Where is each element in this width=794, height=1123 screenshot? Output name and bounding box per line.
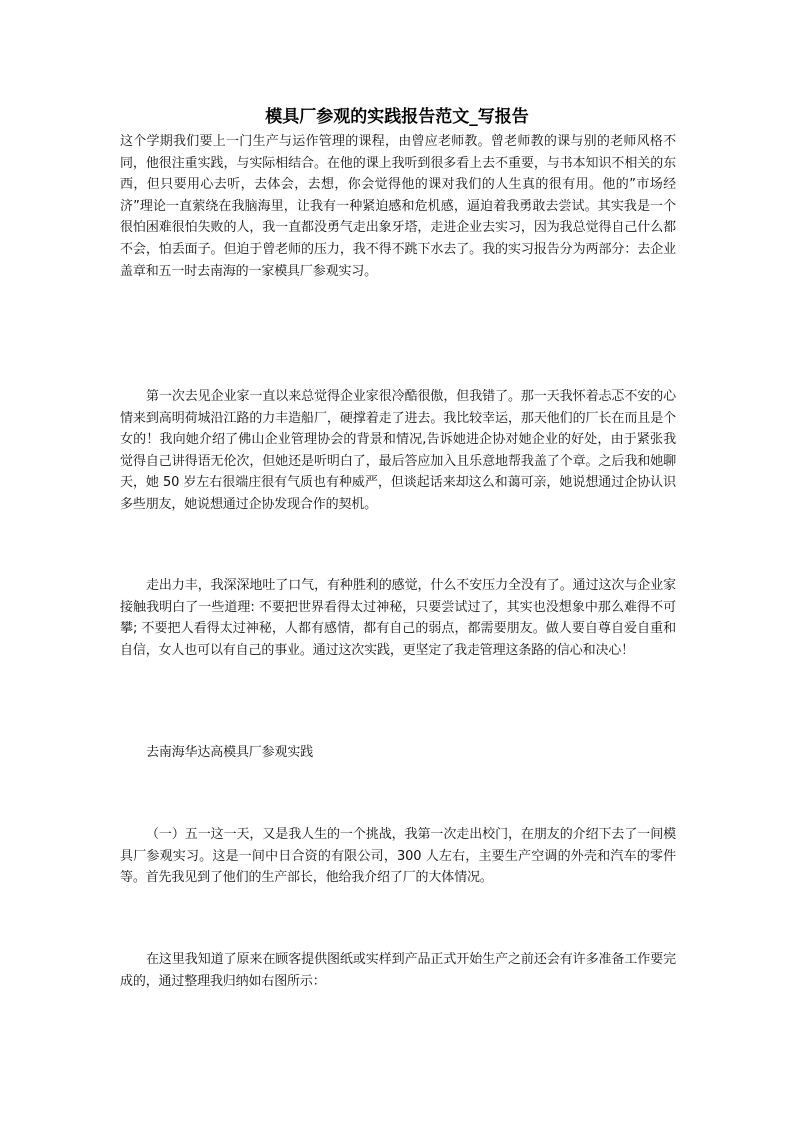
paragraph-first-visit: 第一次去见企业家一直以来总觉得企业家很冷酷很傲，但我错了。那一天我怀着忐忑不安的心情来到高明荷城沿江路的力丰造船厂，硬撑着走了进去。我比较幸运，那天他们的厂长在而且是个女的！我向她介绍了佛山企业管理协会的背景和情况,告诉她进企协对她企业的好处，由于紧张我觉得自己讲得语无伦次，但她还是听明白了，最后答应加入且乐意地帮我盖了个章。之后我和她聊天，她 50 岁左右很端庄很有气质也有种威严，但谈起话来却这么和蔼可亲，她说想通过企协认识多些朋友，她说想通过企协发现合作的契机。 <box>120 389 676 512</box>
section-heading-factory-visit: 去南海华达高模具厂参观实践 <box>146 745 314 760</box>
paragraph-preparation: 在这里我知道了原来在顾客提供图纸或实样到产品正式开始生产之前还会有许多准备工作要完成的，通过整理我归纳如右图所示： <box>120 952 676 989</box>
paragraph-reflection: 走出力丰，我深深地吐了口气，有种胜利的感觉，什么不安压力全没有了。通过这次与企业家接触我明白了一些道理: 不要把世界看得太过神秘，只要尝试过了，其实也没想象中那么难得不可攀; 不要把人看得太过神秘，人都有感情，都有自己的弱点，都需要朋友。做人要自尊自爱自重和自信，女人也可以有自己的事业。通过这次实践，更坚定了我走管理这条路的信心和决心！ <box>120 578 676 658</box>
paragraph-may-day: （一）五一这一天，又是我人生的一个挑战，我第一次走出校门，在朋友的介绍下去了一间模具厂参观实习。这是一间中日合资的有限公司，300 人左右，主要生产空调的外壳和汽车的零件等。首先我见到了他们的生产部长，他给我介绍了厂的大体情况。 <box>120 827 676 886</box>
paragraph-intro: 这个学期我们要上一门生产与运作管理的课程，由曾应老师教。曾老师教的课与别的老师风格不同，他很注重实践，与实际相结合。在他的课上我听到很多看上去不重要，与书本知识不相关的东西，但只要用心去听，去体会，去想，你会觉得他的课对我们的人生真的很有用。他的”市场经济”理论一直萦绕在我脑海里，让我有一种紧迫感和危机感，逼迫着我勇敢去尝试。其实我是一个很怕困难很怕失败的人，我一直都没勇气走出象牙塔，走进企业去实习，因为我总觉得自己什么都不会，怕丢面子。但迫于曾老师的压力，我不得不跳下水去了。我的实习报告分为两部分：去企业盖章和五一时去南海的一家模具厂参观实习。 <box>120 134 676 279</box>
document-title: 模具厂参观的实践报告范文_写报告 <box>265 107 529 127</box>
